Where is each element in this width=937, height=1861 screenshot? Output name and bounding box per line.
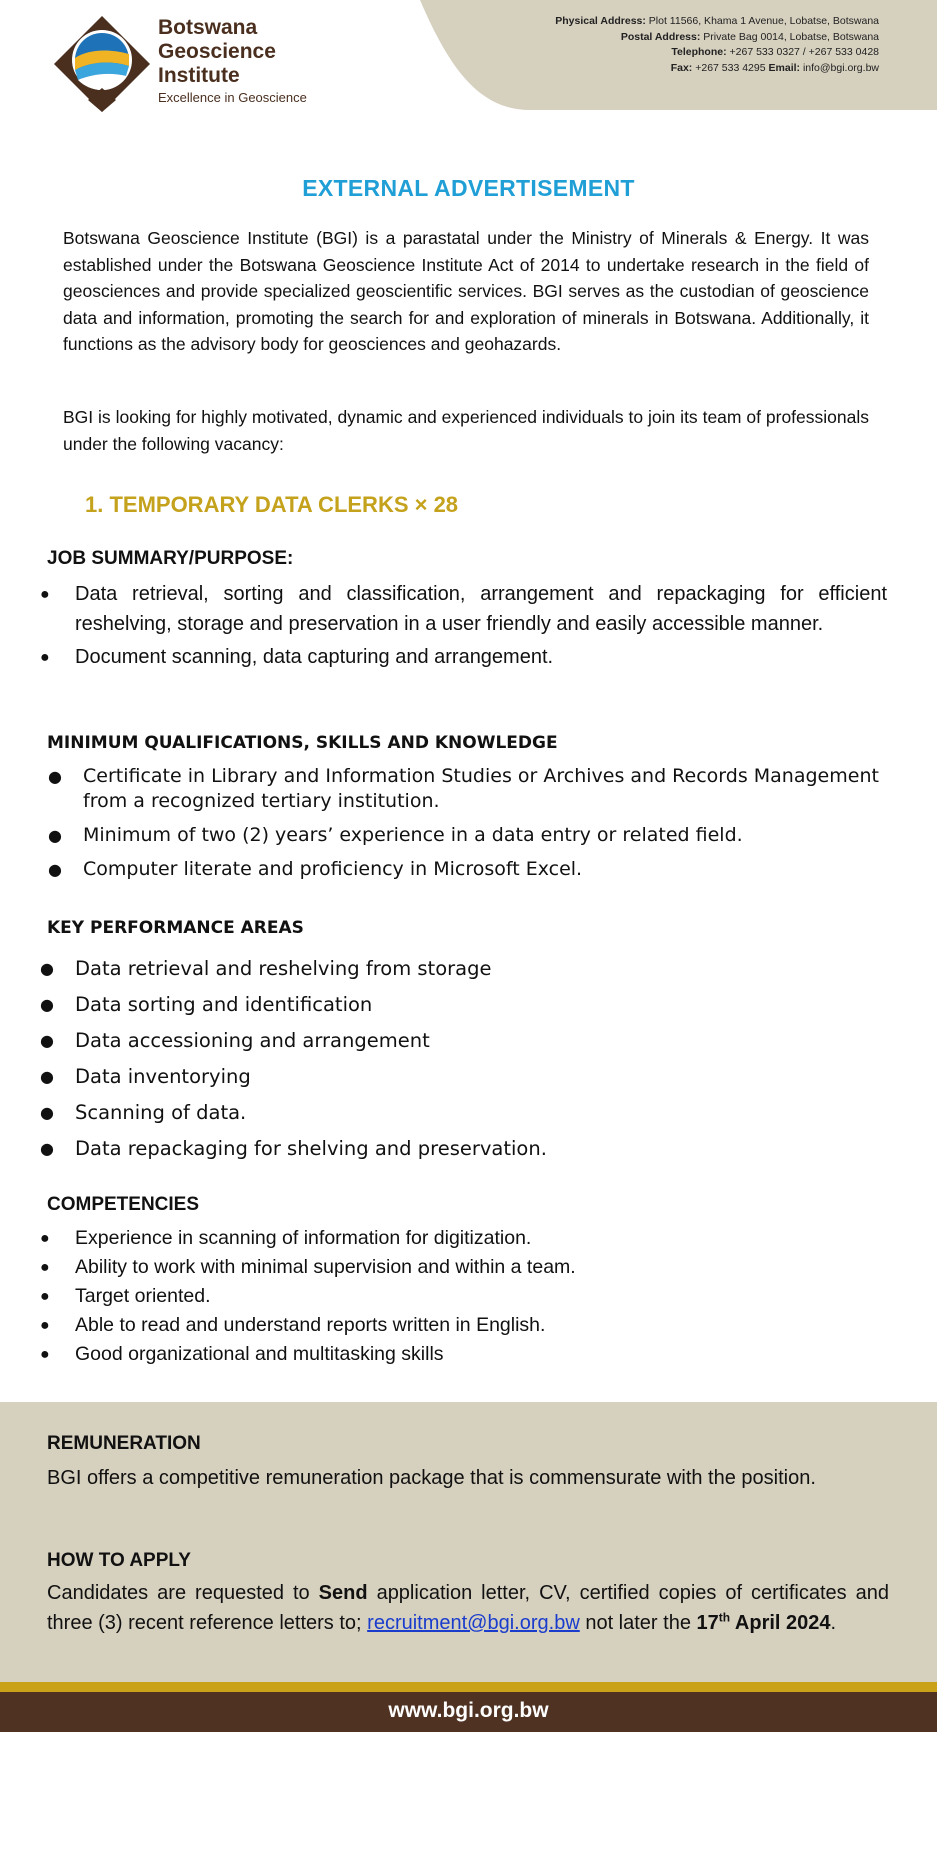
- bullet-icon: ●: [40, 1317, 50, 1334]
- telephone: [555, 45, 879, 61]
- remuneration-heading: REMUNERATION: [47, 1433, 201, 1454]
- list-item: [40, 1282, 875, 1311]
- bullet-icon: ●: [48, 767, 62, 786]
- list-item-text: Data sorting and identification: [75, 993, 373, 1016]
- list-item: [40, 1340, 875, 1369]
- how-to-apply-text: [47, 1578, 889, 1638]
- bullet-icon: ●: [40, 1288, 50, 1305]
- physical-address: [555, 14, 879, 30]
- apply-text-pre: Candidates are requested to: [47, 1582, 319, 1604]
- fax-label: Fax:: [670, 61, 693, 74]
- list-item-text: Minimum of two (2) years’ experience in a data entry or related field.: [83, 824, 743, 846]
- list-item-text: Scanning of data.: [75, 1101, 247, 1124]
- list-item: [40, 1253, 875, 1282]
- postal-address: [555, 30, 879, 46]
- job-summary-heading: JOB SUMMARY/PURPOSE:: [47, 548, 294, 569]
- recruitment-email-link[interactable]: recruitment@bgi.org.bw: [367, 1612, 580, 1634]
- competencies-heading: COMPETENCIES: [47, 1194, 200, 1215]
- bullet-icon: ●: [40, 1031, 54, 1050]
- bullet-icon: ●: [40, 995, 54, 1014]
- list-item-text: Data repackaging for shelving and preservation.: [75, 1137, 547, 1160]
- email-value: info@bgi.org.bw: [802, 61, 879, 74]
- list-item-text: Computer literate and proficiency in Microsoft Excel.: [83, 858, 583, 880]
- kpa-heading: KEY PERFORMANCE AREAS: [47, 918, 304, 938]
- bullet-icon: ●: [40, 1103, 54, 1122]
- telephone-label: Telephone:: [671, 46, 727, 58]
- apply-text-post: not later the: [579, 1612, 697, 1634]
- list-item: [40, 580, 887, 639]
- org-name-line-3: Institute: [158, 64, 240, 87]
- deadline-day: 17: [696, 1612, 719, 1634]
- list-item: [40, 1023, 875, 1059]
- list-item: [40, 1311, 875, 1340]
- list-item-text: Target oriented.: [75, 1285, 211, 1307]
- fax-value: +267 533 4295: [695, 61, 766, 74]
- telephone-value: +267 533 0327 / +267 533 0428: [729, 46, 879, 58]
- bullet-icon: ●: [48, 860, 62, 879]
- list-item: [48, 857, 883, 882]
- list-item-text: Able to read and understand reports written in English.: [75, 1314, 546, 1336]
- competencies-list: [40, 1224, 875, 1369]
- remuneration-text: BGI offers a competitive remuneration package that is commensurate with the position.: [47, 1467, 816, 1489]
- apply-text-bold: Send: [318, 1582, 368, 1604]
- apply-text-mid: application letter, CV, certified copies of certificates and three (3) recent reference letters to;: [47, 1582, 889, 1634]
- footer-website[interactable]: www.bgi.org.bw: [388, 1699, 549, 1722]
- kpa-list: [40, 951, 875, 1167]
- list-item: [40, 1059, 875, 1095]
- list-item-text: Data retrieval and reshelving from storage: [75, 957, 492, 980]
- org-name-line-1: Botswana: [158, 16, 258, 39]
- list-item: [40, 987, 875, 1023]
- bullet-icon: ●: [40, 959, 54, 978]
- list-item-text: Document scanning, data capturing and arrangement.: [75, 646, 554, 668]
- footer-gold-bar: [0, 1682, 937, 1692]
- list-item-text: Certificate in Library and Information Studies or Archives and Records Management from a recognized tertiary institution.: [83, 765, 879, 812]
- list-item: [48, 823, 883, 848]
- qualifications-list: [48, 764, 883, 891]
- list-item: [48, 764, 883, 814]
- list-item: [40, 1095, 875, 1131]
- job-summary-list: [40, 580, 887, 677]
- email-label: Email:: [768, 61, 801, 74]
- org-name-line-2: Geoscience: [158, 40, 276, 63]
- list-item: [40, 951, 875, 987]
- bullet-icon: ●: [40, 1067, 54, 1086]
- postal-address-value: Private Bag 0014, Lobatse, Botswana: [703, 30, 879, 43]
- fax-email: [555, 61, 879, 77]
- page-title: EXTERNAL ADVERTISEMENT: [302, 175, 635, 201]
- bullet-icon: ●: [40, 1346, 50, 1363]
- deadline-day-suffix: th: [718, 1610, 731, 1625]
- list-item-text: Experience in scanning of information for digitization.: [75, 1227, 532, 1249]
- list-item-text: Data inventorying: [75, 1065, 251, 1088]
- physical-address-value: Plot 11566, Khama 1 Avenue, Lobatse, Botswana: [648, 15, 879, 27]
- contact-block: [555, 14, 879, 76]
- deadline-month-year: April 2024: [730, 1612, 831, 1634]
- list-item-text: Good organizational and multitasking skills: [75, 1343, 444, 1365]
- list-item-text: Ability to work with minimal supervision and within a team.: [75, 1256, 576, 1278]
- postal-address-label: Postal Address:: [620, 30, 701, 43]
- list-item-text: Data accessioning and arrangement: [75, 1029, 430, 1052]
- intro-paragraph-2: BGI is looking for highly motivated, dynamic and experienced individuals to join its team of professionals under the following vacancy:: [63, 407, 869, 454]
- bullet-icon: ●: [40, 1259, 50, 1276]
- organization-name: [158, 16, 276, 88]
- how-to-apply-heading: HOW TO APPLY: [47, 1550, 191, 1571]
- bullet-icon: ●: [40, 649, 50, 666]
- deadline-date: [697, 1612, 831, 1634]
- list-item: [40, 1224, 875, 1253]
- intro-paragraph-1: Botswana Geoscience Institute (BGI) is a parastatal under the Ministry of Minerals & Energy. It was established under the Botswana Geoscience Institute Act of 2014 to undertake research in the field of geosciences and provide specialized geoscientific services. BGI serves as the custodian of geoscience data and information, promoting the search for and exploration of minerals in Botswana. Additionally, it functions as the advisory body for geosciences and geohazards.: [63, 228, 869, 354]
- bullet-icon: ●: [40, 1139, 54, 1158]
- bullet-icon: ●: [48, 826, 62, 845]
- organization-tagline: Excellence in Geoscience: [158, 90, 307, 105]
- qualifications-heading: MINIMUM QUALIFICATIONS, SKILLS AND KNOWLEDGE: [47, 733, 558, 753]
- bullet-icon: ●: [40, 586, 50, 603]
- vacancy-title: 1. TEMPORARY DATA CLERKS × 28: [85, 492, 459, 517]
- bullet-icon: ●: [40, 1230, 50, 1247]
- list-item-text: Data retrieval, sorting and classification, arrangement and repackaging for efficient reshelving, storage and preservation in a user friendly and easily accessible manner.: [75, 583, 887, 635]
- physical-address-label: Physical Address:: [555, 15, 646, 27]
- apply-text-end: .: [830, 1612, 837, 1634]
- list-item: [40, 643, 887, 673]
- bgi-logo-icon: [52, 14, 152, 114]
- list-item: [40, 1131, 875, 1167]
